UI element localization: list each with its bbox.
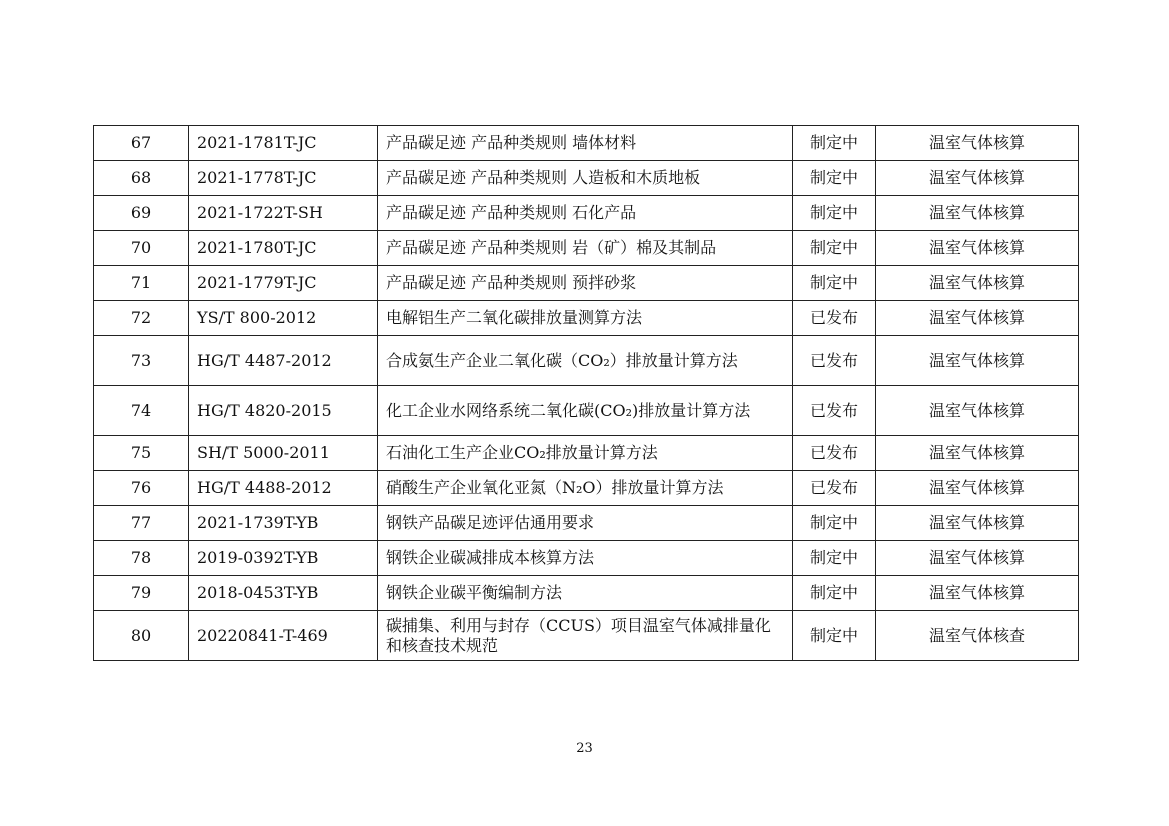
row-number: 68 bbox=[94, 161, 189, 196]
status: 制定中 bbox=[793, 506, 876, 541]
standard-name: 产品碳足迹 产品种类规则 预拌砂浆 bbox=[378, 266, 793, 301]
table-row bbox=[94, 126, 1079, 161]
standard-name: 产品碳足迹 产品种类规则 墙体材料 bbox=[378, 126, 793, 161]
standard-name: 产品碳足迹 产品种类规则 人造板和木质地板 bbox=[378, 161, 793, 196]
standard-code: 2021-1739T-YB bbox=[189, 506, 378, 541]
table-row bbox=[94, 541, 1079, 576]
table-row bbox=[94, 196, 1079, 231]
standard-code: 2021-1722T-SH bbox=[189, 196, 378, 231]
category: 温室气体核算 bbox=[876, 231, 1079, 266]
category: 温室气体核查 bbox=[876, 611, 1079, 661]
status: 已发布 bbox=[793, 436, 876, 471]
status: 制定中 bbox=[793, 126, 876, 161]
standard-code: HG/T 4487-2012 bbox=[189, 336, 378, 386]
page-number: 23 bbox=[576, 741, 593, 756]
table-row bbox=[94, 301, 1079, 336]
row-number: 77 bbox=[94, 506, 189, 541]
row-number: 73 bbox=[94, 336, 189, 386]
row-number: 72 bbox=[94, 301, 189, 336]
standard-name: 钢铁产品碳足迹评估通用要求 bbox=[378, 506, 793, 541]
status: 制定中 bbox=[793, 231, 876, 266]
standard-name: 钢铁企业碳平衡编制方法 bbox=[378, 576, 793, 611]
standard-name: 产品碳足迹 产品种类规则 石化产品 bbox=[378, 196, 793, 231]
status: 制定中 bbox=[793, 576, 876, 611]
row-number: 76 bbox=[94, 471, 189, 506]
category: 温室气体核算 bbox=[876, 196, 1079, 231]
table-row bbox=[94, 436, 1079, 471]
row-number: 71 bbox=[94, 266, 189, 301]
status: 已发布 bbox=[793, 301, 876, 336]
row-number: 75 bbox=[94, 436, 189, 471]
category: 温室气体核算 bbox=[876, 126, 1079, 161]
standard-code: HG/T 4820-2015 bbox=[189, 386, 378, 436]
standard-code: HG/T 4488-2012 bbox=[189, 471, 378, 506]
standard-code: 20220841-T-469 bbox=[189, 611, 378, 661]
standard-name: 石油化工生产企业CO₂排放量计算方法 bbox=[378, 436, 793, 471]
row-number: 69 bbox=[94, 196, 189, 231]
table-row bbox=[94, 386, 1079, 436]
standard-name: 产品碳足迹 产品种类规则 岩（矿）棉及其制品 bbox=[378, 231, 793, 266]
standard-name: 电解铝生产二氧化碳排放量测算方法 bbox=[378, 301, 793, 336]
row-number: 79 bbox=[94, 576, 189, 611]
standard-code: 2021-1780T-JC bbox=[189, 231, 378, 266]
standard-code: 2021-1779T-JC bbox=[189, 266, 378, 301]
status: 已发布 bbox=[793, 471, 876, 506]
standard-name: 合成氨生产企业二氧化碳（CO₂）排放量计算方法 bbox=[378, 336, 793, 386]
row-number: 70 bbox=[94, 231, 189, 266]
standard-code: 2018-0453T-YB bbox=[189, 576, 378, 611]
row-number: 74 bbox=[94, 386, 189, 436]
status: 制定中 bbox=[793, 611, 876, 661]
category: 温室气体核算 bbox=[876, 336, 1079, 386]
category: 温室气体核算 bbox=[876, 436, 1079, 471]
table-row bbox=[94, 266, 1079, 301]
table-row bbox=[94, 471, 1079, 506]
standard-code: 2019-0392T-YB bbox=[189, 541, 378, 576]
standard-name: 化工企业水网络系统二氧化碳(CO₂)排放量计算方法 bbox=[378, 386, 793, 436]
status: 制定中 bbox=[793, 541, 876, 576]
row-number: 80 bbox=[94, 611, 189, 661]
category: 温室气体核算 bbox=[876, 541, 1079, 576]
table-row bbox=[94, 576, 1079, 611]
standard-code: 2021-1778T-JC bbox=[189, 161, 378, 196]
category: 温室气体核算 bbox=[876, 266, 1079, 301]
row-number: 78 bbox=[94, 541, 189, 576]
standard-code: 2021-1781T-JC bbox=[189, 126, 378, 161]
category: 温室气体核算 bbox=[876, 386, 1079, 436]
status: 制定中 bbox=[793, 266, 876, 301]
category: 温室气体核算 bbox=[876, 471, 1079, 506]
status: 已发布 bbox=[793, 336, 876, 386]
table-row bbox=[94, 611, 1079, 661]
standard-name: 钢铁企业碳减排成本核算方法 bbox=[378, 541, 793, 576]
table-row bbox=[94, 506, 1079, 541]
category: 温室气体核算 bbox=[876, 576, 1079, 611]
standards-table bbox=[93, 125, 1079, 661]
standard-name: 碳捕集、利用与封存（CCUS）项目温室气体减排量化和核查技术规范 bbox=[378, 611, 793, 661]
table-row bbox=[94, 336, 1079, 386]
row-number: 67 bbox=[94, 126, 189, 161]
status: 制定中 bbox=[793, 161, 876, 196]
table-row bbox=[94, 161, 1079, 196]
status: 已发布 bbox=[793, 386, 876, 436]
status: 制定中 bbox=[793, 196, 876, 231]
standard-code: SH/T 5000-2011 bbox=[189, 436, 378, 471]
category: 温室气体核算 bbox=[876, 506, 1079, 541]
category: 温室气体核算 bbox=[876, 301, 1079, 336]
category: 温室气体核算 bbox=[876, 161, 1079, 196]
standard-name: 硝酸生产企业氧化亚氮（N₂O）排放量计算方法 bbox=[378, 471, 793, 506]
table-row bbox=[94, 231, 1079, 266]
standard-code: YS/T 800-2012 bbox=[189, 301, 378, 336]
